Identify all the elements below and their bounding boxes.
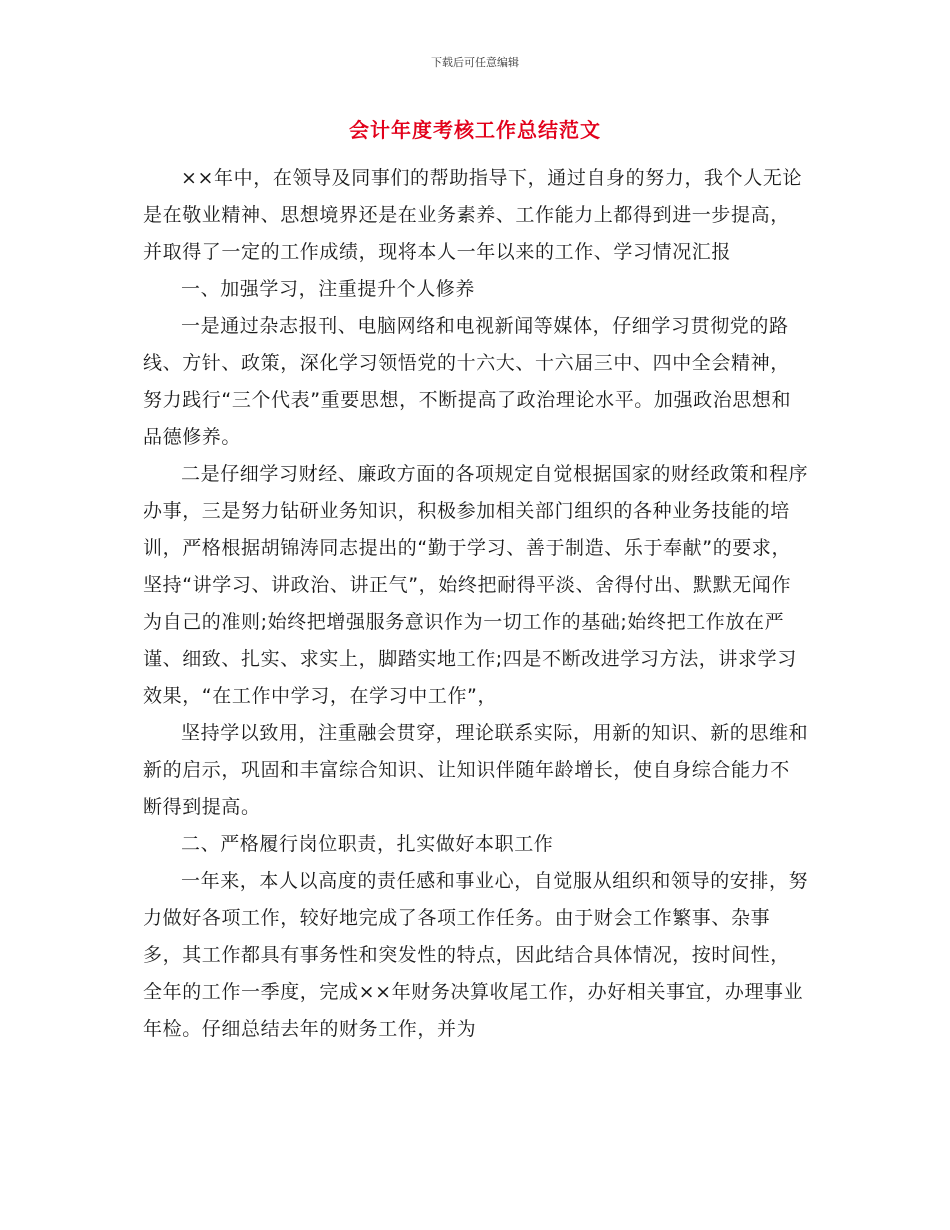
document-title: 会计年度考核工作总结范文	[349, 118, 601, 142]
section-heading-2: 二、严格履行岗位职责，扎实做好本职工作	[181, 833, 554, 855]
header-note: 下载后可任意编辑	[431, 56, 519, 69]
document-body	[143, 160, 809, 1048]
paragraph: 一年来，本人以高度的责任感和事业心，自觉服从组织和领导的安排，努力做好各项工作，较好地完成了各项工作任务。由于财会工作繁事、杂事多，其工作都具有事务性和突发性的特点，因此结合具体情况，按时间性，全年的工作一季度，完成××年财务决算收尾工作，办好相关事宜，办理事业年检。仔细总结去年的财务工作，并为	[143, 870, 809, 1040]
section-heading-1: 一、加强学习，注重提升个人修养	[181, 278, 476, 300]
paragraph: 坚持学以致用，注重融会贯穿，理论联系实际，用新的知识、新的思维和新的启示，巩固和丰富综合知识、让知识伴随年龄增长，使自身综合能力不断得到提高。	[143, 722, 809, 818]
paragraph: 二是仔细学习财经、廉政方面的各项规定自觉根据国家的财经政策和程序办事，三是努力钻研业务知识，积极参加相关部门组织的各种业务技能的培训，严格根据胡锦涛同志提出的“勤于学习、善于制造、乐于奉献”的要求，坚持“讲学习、讲政治、讲正气”，始终把耐得平淡、舍得付出、默默无闻作为自己的准则;始终把增强服务意识作为一切工作的基础;始终把工作放在严谨、细致、扎实、求实上，脚踏实地工作;四是不断改进学习方法，讲求学习效果，“在工作中学习，在学习中工作”，	[143, 463, 809, 707]
paragraph: 一是通过杂志报刊、电脑网络和电视新闻等媒体，仔细学习贯彻党的路线、方针、政策，深化学习领悟党的十六大、十六届三中、四中全会精神，努力践行“三个代表”重要思想，不断提高了政治理论水平。加强政治思想和品德修养。	[143, 315, 792, 448]
paragraph-intro: ××年中，在领导及同事们的帮助指导下，通过自身的努力，我个人无论是在敬业精神、思想境界还是在业务素养、工作能力上都得到进一步提高，并取得了一定的工作成绩，现将本人一年以来的工作、学习情况汇报	[143, 167, 803, 263]
